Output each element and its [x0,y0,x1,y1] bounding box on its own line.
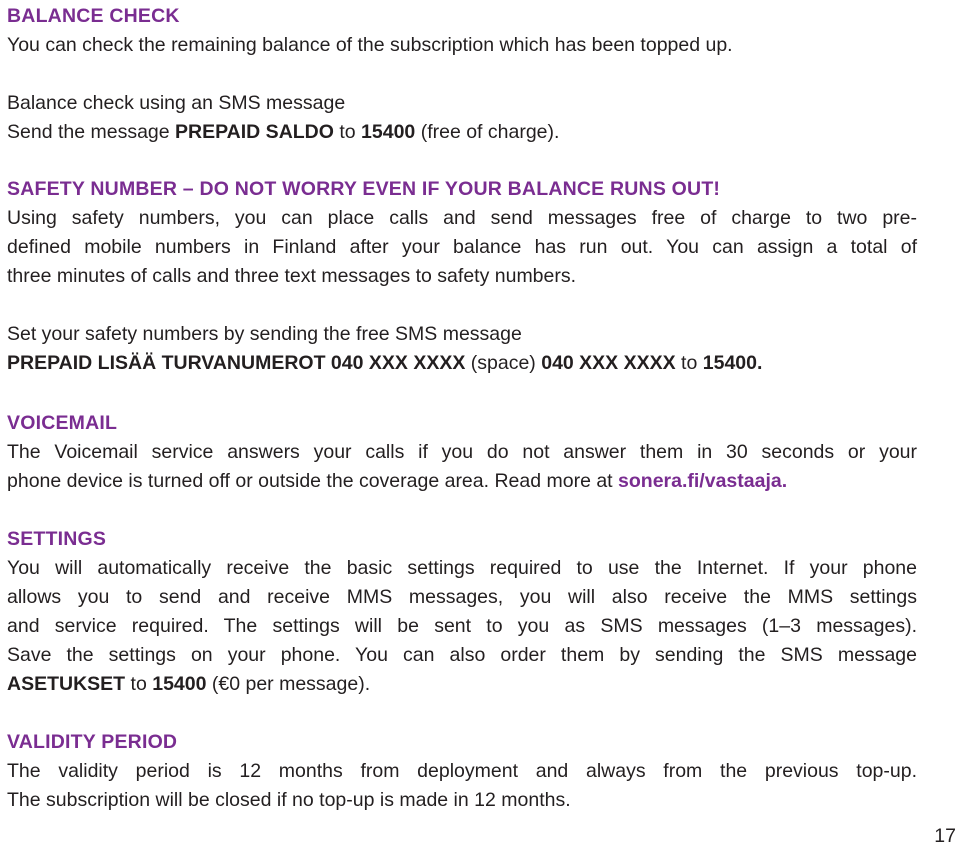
balance-sms-instruction: Send the message PREPAID SALDO to 15400 (free of charge). [7,121,560,143]
voicemail-heading: VOICEMAIL [7,412,118,434]
balance-check-text: You can check the remaining balance of the subscription which has been topped up. [7,34,733,56]
validity-heading: VALIDITY PERIOD [7,731,178,753]
balance-sms-title: Balance check using an SMS message [7,92,346,114]
settings-line-4: Save the settings on your phone. You can also order them by sending the SMS message [7,644,917,666]
settings-cmd: ASETUKSET [7,673,126,695]
settings-line-1: You will automatically receive the basic settings required to use the Internet. If your phone [7,557,917,579]
safety-line-3: three minutes of calls and three text messages to safety numbers. [7,265,577,287]
safety-cmd-2: 040 XXX XXXX [541,352,676,374]
settings-line-2: allows you to send and receive MMS messages, you will also receive the MMS settings [7,586,917,608]
settings-heading: SETTINGS [7,528,107,550]
voicemail-link[interactable]: sonera.fi/vastaaja. [618,470,788,492]
page-number: 17 [934,825,956,847]
balance-check-heading: BALANCE CHECK [7,5,180,27]
validity-line-2: The subscription will be closed if no top-up is made in 12 months. [7,789,571,811]
safety-command: PREPAID LISÄÄ TURVANUMEROT 040 XXX XXXX (space) 040 XXX XXXX to 15400. [7,352,763,374]
safety-line-2: defined mobile numbers in Finland after your balance has run out. You can assign a total of [7,236,917,258]
validity-line-1: The validity period is 12 months from deployment and always from the previous top-up. [7,760,917,782]
safety-number: 15400. [702,352,763,374]
safety-heading: SAFETY NUMBER – DO NOT WORRY EVEN IF YOUR BALANCE RUNS OUT! [7,178,721,200]
settings-line-3: and service required. The settings will be sent to you as SMS messages (1–3 messages). [7,615,917,637]
settings-number: 15400 [152,673,207,695]
voicemail-line-1: The Voicemail service answers your calls if you do not answer them in 30 seconds or your [7,441,917,463]
sms-code: PREPAID SALDO [175,121,334,143]
voicemail-line-2: phone device is turned off or outside the coverage area. Read more at sonera.fi/vastaaja. [7,470,788,492]
safety-cmd-1: PREPAID LISÄÄ TURVANUMEROT 040 XXX XXXX [7,352,466,374]
safety-set-text: Set your safety numbers by sending the free SMS message [7,323,522,345]
settings-line-5: ASETUKSET to 15400 (€0 per message). [7,673,371,695]
safety-line-1: Using safety numbers, you can place calls and send messages free of charge to two pre- [7,207,917,229]
sms-number: 15400 [361,121,416,143]
